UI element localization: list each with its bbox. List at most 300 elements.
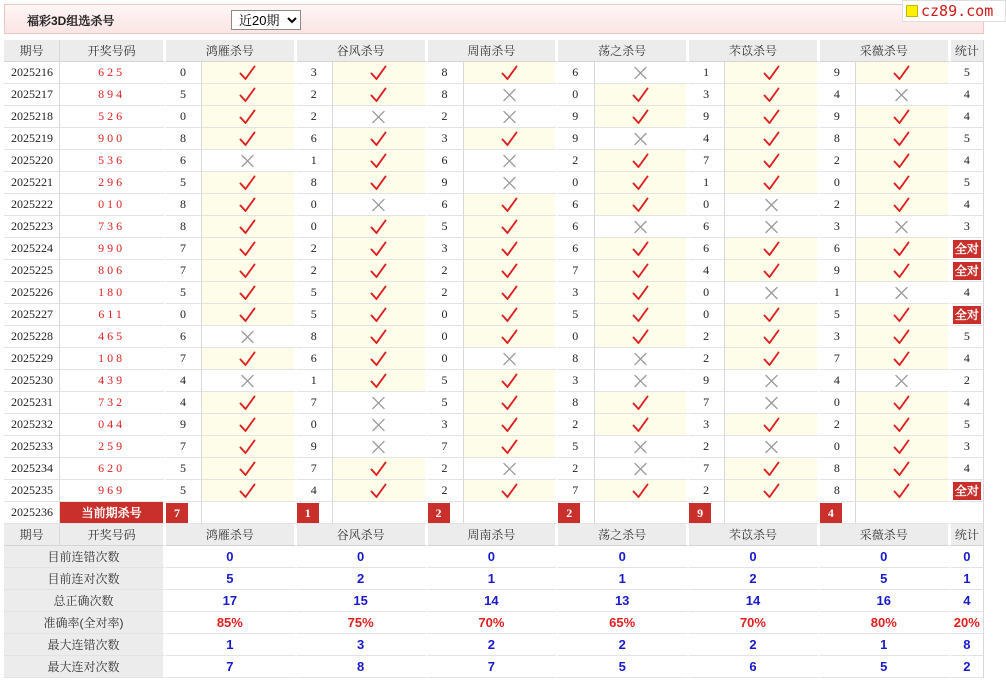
kill-number-cell: 7	[689, 150, 725, 172]
kill-number-cell: 3	[428, 238, 464, 260]
cross-icon	[632, 439, 649, 455]
kill-number-cell: 8	[297, 326, 333, 348]
check-icon	[501, 417, 518, 433]
check-icon	[239, 439, 256, 455]
hit-mark-cell	[464, 370, 559, 392]
period-cell: 2025232	[4, 414, 60, 436]
draw-number-cell: 736	[60, 216, 166, 238]
kill-number-cell: 0	[689, 282, 725, 304]
kill-number-cell: 9	[558, 106, 594, 128]
check-icon	[239, 219, 256, 235]
check-icon	[893, 307, 910, 323]
kill-number-cell: 3	[689, 414, 725, 436]
hit-mark-cell	[725, 238, 820, 260]
kill-number-cell: 6	[166, 326, 202, 348]
hit-mark-cell	[464, 216, 559, 238]
hit-mark-cell	[725, 414, 820, 436]
summary-value: 1	[428, 568, 559, 590]
table-header-row	[4, 524, 984, 546]
kill-number-cell: 0	[166, 106, 202, 128]
miss-mark-cell	[333, 414, 428, 436]
kill-number-cell: 8	[428, 62, 464, 84]
draw-number-cell: 010	[60, 194, 166, 216]
miss-mark-cell	[333, 436, 428, 458]
logo-square-icon	[906, 5, 918, 17]
period-cell: 2025216	[4, 62, 60, 84]
miss-mark-cell	[725, 216, 820, 238]
kill-number-cell: 3	[428, 414, 464, 436]
kill-number-cell: 0	[297, 216, 333, 238]
check-icon	[893, 241, 910, 257]
current-kill-number: 2	[558, 503, 580, 523]
check-icon	[893, 153, 910, 169]
kill-number-cell: 0	[689, 304, 725, 326]
summary-row	[4, 568, 984, 590]
column-header-expert: 周南杀号	[428, 524, 559, 546]
hit-mark-cell	[725, 62, 820, 84]
kill-number-cell: 8	[820, 128, 856, 150]
summary-row	[4, 546, 984, 568]
check-icon	[239, 241, 256, 257]
column-header-expert: 鸿雁杀号	[166, 40, 297, 62]
hit-mark-cell	[725, 106, 820, 128]
kill-number-cell: 5	[428, 216, 464, 238]
miss-mark-cell	[856, 84, 951, 106]
check-icon	[239, 175, 256, 191]
hit-mark-cell	[202, 128, 297, 150]
miss-mark-cell	[595, 348, 690, 370]
current-kill-cell	[428, 502, 464, 524]
draw-number-cell: 536	[60, 150, 166, 172]
draw-number-cell: 611	[60, 304, 166, 326]
check-icon	[370, 241, 387, 257]
hit-mark-cell	[856, 128, 951, 150]
hit-mark-cell	[856, 414, 951, 436]
kill-number-cell: 2	[297, 106, 333, 128]
check-icon	[763, 131, 780, 147]
hit-mark-cell	[595, 326, 690, 348]
check-icon	[632, 109, 649, 125]
period-cell: 2025221	[4, 172, 60, 194]
hit-mark-cell	[202, 480, 297, 502]
summary-value: 16	[820, 590, 951, 612]
summary-label: 准确率(全对率)	[4, 612, 166, 634]
hit-mark-cell	[856, 194, 951, 216]
period-cell: 2025222	[4, 194, 60, 216]
draw-number-cell: 900	[60, 128, 166, 150]
stat-cell	[951, 238, 984, 260]
table-row	[4, 106, 984, 128]
check-icon	[632, 285, 649, 301]
kill-number-cell: 2	[820, 194, 856, 216]
kill-number-cell: 7	[166, 348, 202, 370]
hit-mark-cell	[595, 194, 690, 216]
hit-mark-cell	[725, 260, 820, 282]
cross-icon	[370, 395, 387, 411]
hit-mark-cell	[856, 304, 951, 326]
kill-number-cell: 0	[166, 304, 202, 326]
kill-number-cell: 5	[166, 282, 202, 304]
check-icon	[893, 483, 910, 499]
summary-label: 最大连错次数	[4, 634, 166, 656]
column-header-expert: 周南杀号	[428, 40, 559, 62]
cross-icon	[501, 175, 518, 191]
kill-number-cell: 9	[820, 260, 856, 282]
kill-number-cell: 2	[820, 150, 856, 172]
site-logo[interactable]	[902, 0, 1006, 22]
hit-mark-cell	[464, 62, 559, 84]
check-icon	[893, 263, 910, 279]
check-icon	[239, 461, 256, 477]
kill-number-cell: 1	[820, 282, 856, 304]
draw-number-cell: 625	[60, 62, 166, 84]
hit-mark-cell	[725, 348, 820, 370]
check-icon	[501, 307, 518, 323]
hit-mark-cell	[595, 172, 690, 194]
column-header-expert: 荡之杀号	[558, 524, 689, 546]
current-kill-number: 4	[820, 503, 842, 523]
hit-mark-cell	[333, 348, 428, 370]
check-icon	[239, 87, 256, 103]
hit-mark-cell	[725, 128, 820, 150]
period-cell: 2025225	[4, 260, 60, 282]
column-header-period: 期号	[4, 40, 60, 62]
miss-mark-cell	[725, 370, 820, 392]
kill-number-cell: 7	[297, 392, 333, 414]
check-icon	[239, 351, 256, 367]
kill-number-cell: 3	[820, 216, 856, 238]
cross-icon	[632, 131, 649, 147]
summary-row	[4, 590, 984, 612]
kill-number-cell: 2	[428, 458, 464, 480]
cross-icon	[632, 373, 649, 389]
check-icon	[501, 131, 518, 147]
kill-number-cell: 6	[689, 216, 725, 238]
summary-value: 0	[297, 546, 428, 568]
hit-mark-cell	[464, 436, 559, 458]
hit-mark-cell	[202, 84, 297, 106]
kill-number-cell: 2	[428, 480, 464, 502]
hit-mark-cell	[595, 414, 690, 436]
summary-value: 17	[166, 590, 297, 612]
summary-value: 15	[297, 590, 428, 612]
kill-number-cell: 8	[558, 392, 594, 414]
hit-mark-cell	[464, 282, 559, 304]
draw-number-cell: 969	[60, 480, 166, 502]
kill-number-cell: 7	[428, 436, 464, 458]
kill-number-cell: 5	[428, 392, 464, 414]
check-icon	[893, 395, 910, 411]
stat-cell	[951, 480, 984, 502]
current-period-cell: 2025236	[4, 502, 60, 524]
hit-mark-cell	[595, 392, 690, 414]
kill-number-cell: 7	[558, 480, 594, 502]
miss-mark-cell	[595, 458, 690, 480]
kill-number-cell: 0	[166, 62, 202, 84]
miss-mark-cell	[595, 436, 690, 458]
summary-value: 13	[558, 590, 689, 612]
cross-icon	[370, 417, 387, 433]
table-row	[4, 304, 984, 326]
kill-number-cell: 4	[166, 392, 202, 414]
period-cell: 2025217	[4, 84, 60, 106]
kill-number-cell: 5	[166, 172, 202, 194]
check-icon	[763, 65, 780, 81]
draw-number-cell: 465	[60, 326, 166, 348]
kill-number-cell: 8	[820, 458, 856, 480]
cross-icon	[893, 219, 910, 235]
kill-number-cell: 9	[428, 172, 464, 194]
check-icon	[370, 87, 387, 103]
hit-mark-cell	[202, 260, 297, 282]
summary-label: 目前连错次数	[4, 546, 166, 568]
kill-number-cell: 6	[297, 128, 333, 150]
kill-number-cell: 0	[558, 172, 594, 194]
kill-number-cell: 2	[689, 348, 725, 370]
kill-number-cell: 6	[820, 238, 856, 260]
check-icon	[763, 109, 780, 125]
cross-icon	[370, 109, 387, 125]
table-row	[4, 238, 984, 260]
check-icon	[370, 373, 387, 389]
kill-number-cell: 7	[166, 260, 202, 282]
column-header-draw: 开奖号码	[60, 524, 166, 546]
kill-number-cell: 0	[428, 326, 464, 348]
check-icon	[370, 483, 387, 499]
miss-mark-cell	[464, 172, 559, 194]
kill-number-table	[4, 40, 984, 678]
hit-mark-cell	[333, 216, 428, 238]
check-icon	[370, 131, 387, 147]
hit-mark-cell	[595, 282, 690, 304]
kill-number-cell: 3	[689, 84, 725, 106]
summary-value: 0	[558, 546, 689, 568]
stat-cell: 4	[951, 150, 984, 172]
miss-mark-cell	[202, 370, 297, 392]
kill-number-cell: 4	[689, 128, 725, 150]
miss-mark-cell	[464, 150, 559, 172]
stat-cell: 4	[951, 106, 984, 128]
check-icon	[239, 109, 256, 125]
kill-number-cell: 2	[297, 260, 333, 282]
hit-mark-cell	[333, 326, 428, 348]
hit-mark-cell	[333, 260, 428, 282]
cross-icon	[893, 373, 910, 389]
hit-mark-cell	[856, 62, 951, 84]
current-kill-spacer	[725, 502, 820, 524]
hit-mark-cell	[333, 84, 428, 106]
miss-mark-cell	[333, 392, 428, 414]
column-header-stat: 统计	[951, 40, 984, 62]
kill-number-cell: 5	[558, 436, 594, 458]
kill-number-cell: 0	[820, 436, 856, 458]
stat-cell: 3	[951, 216, 984, 238]
miss-mark-cell	[464, 84, 559, 106]
kill-number-cell: 9	[297, 436, 333, 458]
current-kill-number: 1	[297, 503, 319, 523]
hit-mark-cell	[856, 150, 951, 172]
kill-number-cell: 5	[166, 480, 202, 502]
current-kill-cell	[689, 502, 725, 524]
hit-mark-cell	[333, 304, 428, 326]
table-row	[4, 370, 984, 392]
hit-mark-cell	[595, 106, 690, 128]
kill-number-cell: 9	[689, 106, 725, 128]
check-icon	[893, 175, 910, 191]
kill-number-cell: 6	[428, 194, 464, 216]
kill-number-cell: 7	[166, 436, 202, 458]
miss-mark-cell	[464, 348, 559, 370]
check-icon	[893, 439, 910, 455]
hit-mark-cell	[725, 480, 820, 502]
hit-mark-cell	[464, 326, 559, 348]
current-kill-spacer	[856, 502, 951, 524]
draw-number-cell: 990	[60, 238, 166, 260]
miss-mark-cell	[595, 370, 690, 392]
current-period-row	[4, 502, 984, 524]
check-icon	[370, 329, 387, 345]
summary-value: 7	[166, 656, 297, 678]
cross-icon	[632, 461, 649, 477]
miss-mark-cell	[725, 282, 820, 304]
cross-icon	[632, 351, 649, 367]
summary-value: 1	[820, 634, 951, 656]
hit-mark-cell	[464, 238, 559, 260]
check-icon	[501, 263, 518, 279]
summary-value: 2	[689, 568, 820, 590]
check-icon	[632, 241, 649, 257]
hit-mark-cell	[856, 260, 951, 282]
kill-number-cell: 2	[428, 282, 464, 304]
check-icon	[239, 285, 256, 301]
kill-number-cell: 3	[558, 282, 594, 304]
kill-number-cell: 8	[166, 128, 202, 150]
current-kill-spacer	[464, 502, 559, 524]
column-header-draw: 开奖号码	[60, 40, 166, 62]
summary-value: 2	[297, 568, 428, 590]
check-icon	[763, 263, 780, 279]
current-kill-spacer	[595, 502, 690, 524]
draw-number-cell: 044	[60, 414, 166, 436]
miss-mark-cell	[595, 128, 690, 150]
kill-number-cell: 5	[297, 282, 333, 304]
kill-number-cell: 4	[689, 260, 725, 282]
hit-mark-cell	[856, 106, 951, 128]
kill-number-cell: 7	[297, 458, 333, 480]
current-kill-spacer	[333, 502, 428, 524]
hit-mark-cell	[202, 392, 297, 414]
hit-mark-cell	[464, 128, 559, 150]
kill-number-cell: 5	[166, 458, 202, 480]
stat-cell: 4	[951, 84, 984, 106]
table-row	[4, 414, 984, 436]
kill-number-cell: 1	[297, 370, 333, 392]
cross-icon	[763, 395, 780, 411]
table-row	[4, 436, 984, 458]
hit-mark-cell	[725, 458, 820, 480]
summary-row	[4, 612, 984, 634]
kill-number-cell: 7	[820, 348, 856, 370]
hit-mark-cell	[464, 480, 559, 502]
check-icon	[893, 417, 910, 433]
hit-mark-cell	[202, 238, 297, 260]
hit-mark-cell	[202, 304, 297, 326]
all-correct-badge: 全对	[954, 307, 979, 322]
column-header-period: 期号	[4, 524, 60, 546]
miss-mark-cell	[595, 216, 690, 238]
period-cell: 2025230	[4, 370, 60, 392]
cross-icon	[501, 461, 518, 477]
check-icon	[893, 109, 910, 125]
miss-mark-cell	[856, 370, 951, 392]
summary-value: 70%	[689, 612, 820, 634]
check-icon	[370, 263, 387, 279]
summary-value: 2	[558, 634, 689, 656]
draw-number-cell: 526	[60, 106, 166, 128]
check-icon	[239, 395, 256, 411]
check-icon	[370, 351, 387, 367]
table-row	[4, 150, 984, 172]
kill-number-cell: 2	[689, 326, 725, 348]
summary-value: 5	[166, 568, 297, 590]
miss-mark-cell	[333, 106, 428, 128]
check-icon	[893, 65, 910, 81]
column-header-expert: 鸿雁杀号	[166, 524, 297, 546]
table-row	[4, 84, 984, 106]
cross-icon	[763, 285, 780, 301]
kill-number-cell: 9	[689, 370, 725, 392]
stat-cell: 5	[951, 414, 984, 436]
summary-value: 2	[951, 656, 984, 678]
table-row	[4, 128, 984, 150]
check-icon	[501, 483, 518, 499]
hit-mark-cell	[856, 458, 951, 480]
kill-number-cell: 0	[428, 304, 464, 326]
check-icon	[370, 285, 387, 301]
period-cell: 2025234	[4, 458, 60, 480]
cross-icon	[763, 439, 780, 455]
column-header-expert: 荡之杀号	[558, 40, 689, 62]
period-range-select[interactable]	[231, 10, 301, 30]
cross-icon	[893, 87, 910, 103]
check-icon	[632, 307, 649, 323]
cross-icon	[763, 197, 780, 213]
hit-mark-cell	[202, 216, 297, 238]
period-cell: 2025220	[4, 150, 60, 172]
check-icon	[893, 329, 910, 345]
stat-cell: 4	[951, 458, 984, 480]
draw-number-cell: 439	[60, 370, 166, 392]
kill-number-cell: 9	[558, 128, 594, 150]
column-header-expert: 采薇杀号	[820, 524, 951, 546]
hit-mark-cell	[333, 282, 428, 304]
summary-value: 7	[428, 656, 559, 678]
kill-number-cell: 6	[297, 348, 333, 370]
current-kill-cell	[820, 502, 856, 524]
kill-number-cell: 0	[297, 194, 333, 216]
current-kill-number: 7	[166, 503, 188, 523]
all-correct-badge: 全对	[954, 483, 979, 498]
summary-value: 65%	[558, 612, 689, 634]
hit-mark-cell	[202, 414, 297, 436]
hit-mark-cell	[856, 238, 951, 260]
hit-mark-cell	[595, 260, 690, 282]
check-icon	[763, 153, 780, 169]
period-cell: 2025219	[4, 128, 60, 150]
hit-mark-cell	[202, 62, 297, 84]
kill-number-cell: 0	[558, 326, 594, 348]
check-icon	[501, 219, 518, 235]
